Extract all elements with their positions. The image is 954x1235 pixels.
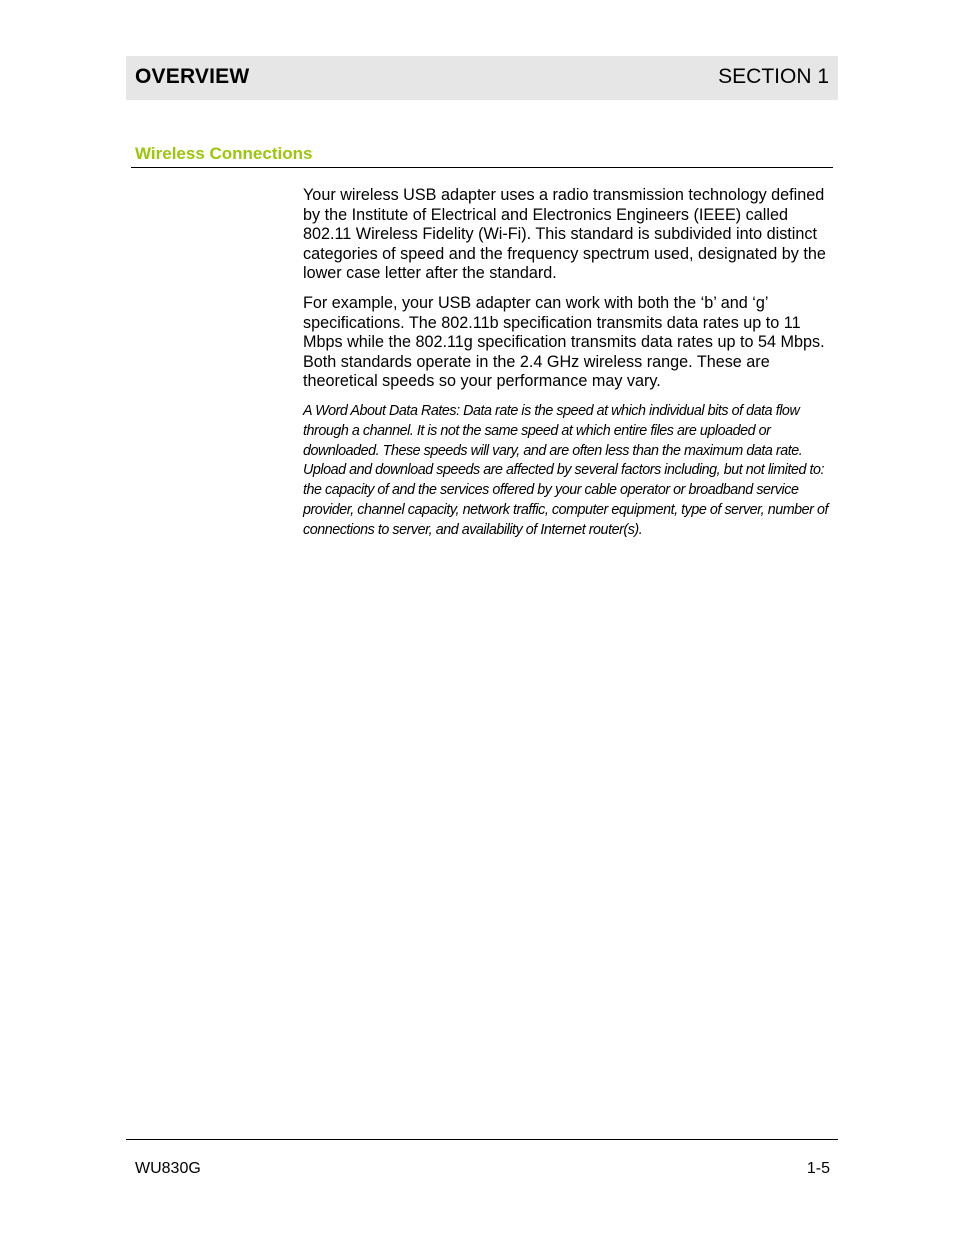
section-label: SECTION 1 (718, 65, 829, 88)
body-paragraph-2: For example, your USB adapter can work with both the ‘b’ and ‘g’ specifications. The 802.11b specification transmits data rates up to 11 Mbps while the 802.11g specification transmits data rates up to 54 Mbps. Both standards operate in the 2.4 GHz wireless range. These are theoretical speeds so your performance may vary. (303, 294, 825, 391)
data-rates-note: A Word About Data Rates: Data rate is the speed at which individual bits of data flow through a channel. It is not the same speed at which entire files are uploaded or downloaded. These speeds will vary, and are often less than the maximum data rate. Upload and download speeds are affected by several factors including, but not limited to: the capacity of and the services offered by your cable operator or broadband service provider, channel capacity, network traffic, computer equipment, type of server, number of connections to server, and availability of Internet router(s). (303, 403, 829, 538)
section-heading: Wireless Connections (135, 144, 313, 163)
footer-page-number: 1-5 (806, 1160, 830, 1177)
body-paragraph-1: Your wireless USB adapter uses a radio transmission technology defined by the Institute of Electrical and Electronics Engineers (IEEE) called 802.11 Wireless Fidelity (Wi-Fi). This standard is subdivided into distinct categories of speed and the frequency spectrum used, designated by the lower case letter after the standard. (303, 186, 826, 283)
section-divider (131, 167, 833, 168)
chapter-title: OVERVIEW (135, 65, 250, 88)
footer-model: WU830G (135, 1160, 201, 1177)
page-header (126, 56, 838, 100)
footer-divider (126, 1139, 838, 1140)
